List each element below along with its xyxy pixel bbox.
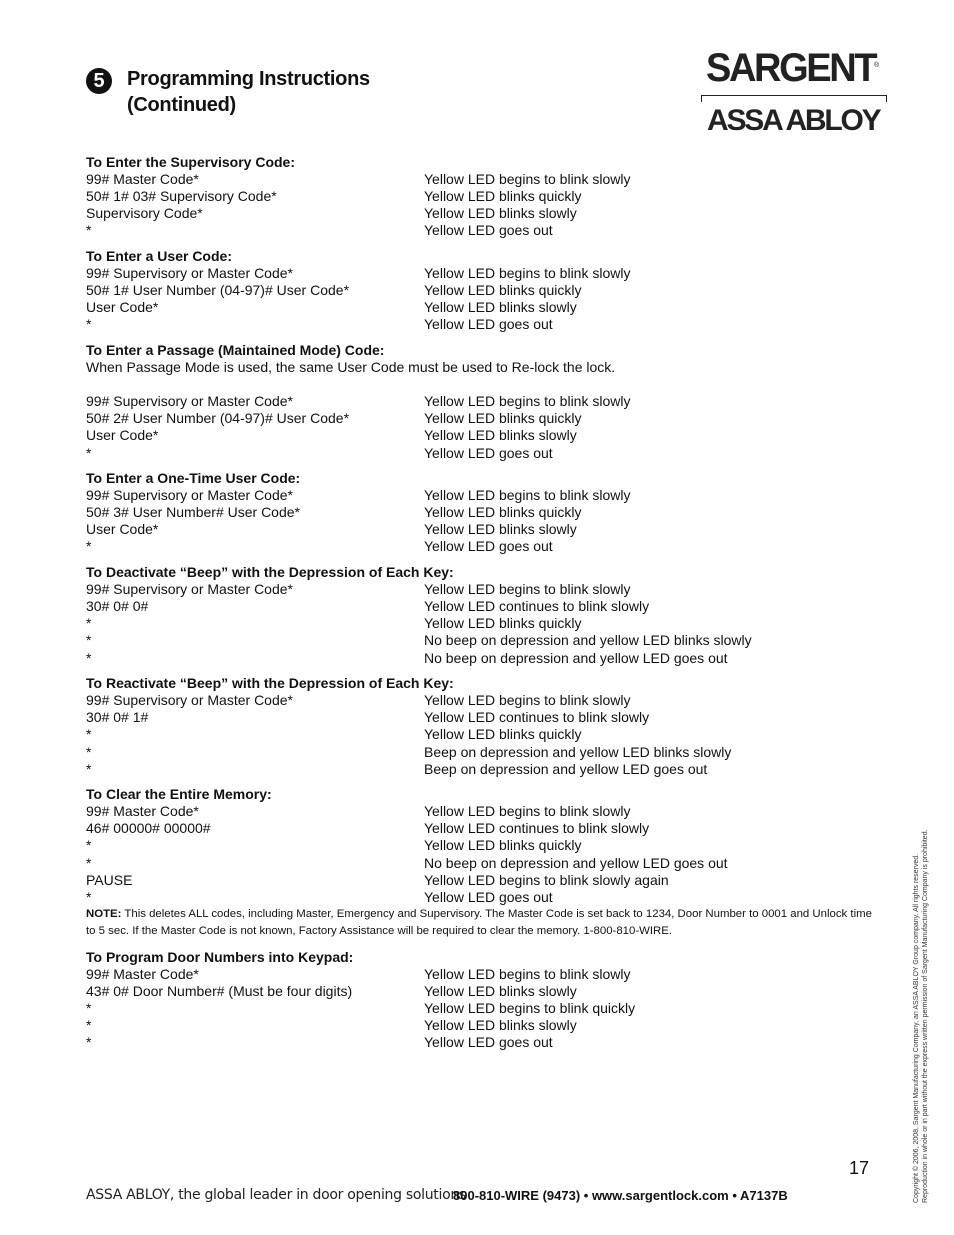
instruction-step	[86, 581, 876, 598]
instruction-section	[86, 675, 876, 778]
note-text: This deletes ALL codes, including Master, Emergency and Supervisory. The Master Code is set back to 1234, Door Number to 0001 and Unlock time to 5 sec. If the Master Code is not known, Factory Assistance will be required to clear the memory. 1-800-810-WIRE.	[86, 907, 872, 938]
instruction-step	[86, 316, 876, 333]
section-heading: To Enter a One-Time User Code:	[86, 470, 301, 487]
keypad-entry: User Code*	[86, 299, 159, 316]
keypad-entry: *	[86, 760, 92, 777]
instruction-step	[86, 820, 876, 837]
keypad-entry: *	[86, 1000, 92, 1017]
instruction-step	[86, 1000, 876, 1017]
section-heading: To Reactivate “Beep” with the Depression of Each Key:	[86, 675, 454, 692]
keypad-entry: PAUSE	[86, 871, 133, 888]
copyright-line2: Reproduction in whole or in part without the express written permission of Sargent Manufacturing Company is prohibited.	[922, 829, 929, 1203]
led-response: No beep on depression and yellow LED goes out	[424, 854, 728, 871]
instruction-step	[86, 632, 876, 649]
led-response: Beep on depression and yellow LED goes out	[424, 760, 708, 777]
keypad-entry: 99# Master Code*	[86, 803, 199, 820]
instruction-step	[86, 521, 876, 538]
led-response: Beep on depression and yellow LED blinks slowly	[424, 743, 732, 760]
led-response: No beep on depression and yellow LED blinks slowly	[424, 632, 752, 649]
instruction-step	[86, 410, 876, 427]
keypad-entry: *	[86, 538, 92, 555]
led-response: Yellow LED continues to blink slowly	[424, 820, 650, 837]
led-response: Yellow LED blinks slowly	[424, 982, 577, 999]
keypad-entry: 30# 0# 0#	[86, 598, 149, 615]
keypad-entry: *	[86, 316, 92, 333]
keypad-entry: 50# 1# 03# Supervisory Code*	[86, 188, 277, 205]
led-response: Yellow LED goes out	[424, 316, 553, 333]
keypad-entry: *	[86, 837, 92, 854]
led-response: Yellow LED blinks quickly	[424, 282, 582, 299]
instruction-section	[86, 154, 876, 239]
keypad-entry: User Code*	[86, 521, 159, 538]
led-response: Yellow LED blinks quickly	[424, 837, 582, 854]
footer-contact: 800-810-WIRE (9473) • www.sargentlock.com • A7137B	[453, 1188, 788, 1203]
instruction-step	[86, 205, 876, 222]
keypad-entry: 99# Master Code*	[86, 171, 199, 188]
instruction-step	[86, 282, 876, 299]
led-response: No beep on depression and yellow LED goes out	[424, 649, 728, 666]
instruction-step	[86, 188, 876, 205]
instruction-step	[86, 761, 876, 778]
section-heading: To Enter a Passage (Maintained Mode) Code:	[86, 341, 385, 358]
page-title-line1: Programming Instructions	[127, 68, 370, 90]
instruction-step	[86, 744, 876, 761]
keypad-entry: *	[86, 222, 92, 239]
keypad-entry: *	[86, 854, 92, 871]
led-response: Yellow LED blinks quickly	[424, 188, 582, 205]
instruction-step	[86, 171, 876, 188]
keypad-entry: 99# Supervisory or Master Code*	[86, 393, 293, 410]
led-response: Yellow LED begins to blink quickly	[424, 1000, 636, 1017]
led-response: Yellow LED blinks quickly	[424, 410, 582, 427]
led-response: Yellow LED begins to blink slowly	[424, 487, 631, 504]
note-label: NOTE:	[86, 907, 122, 920]
note-paragraph	[86, 906, 876, 940]
instruction-step	[86, 692, 876, 709]
instruction-step	[86, 427, 876, 444]
instruction-step	[86, 983, 876, 1000]
section-heading: To Program Door Numbers into Keypad:	[86, 948, 354, 965]
keypad-entry: 50# 2# User Number (04-97)# User Code*	[86, 410, 350, 427]
led-response: Yellow LED blinks slowly	[424, 427, 577, 444]
keypad-entry: 50# 1# User Number (04-97)# User Code*	[86, 282, 350, 299]
instruction-step	[86, 1034, 876, 1051]
instruction-step	[86, 222, 876, 239]
led-response: Yellow LED begins to blink slowly	[424, 692, 631, 709]
instruction-section	[86, 786, 876, 940]
keypad-entry: 30# 0# 1#	[86, 709, 149, 726]
led-response: Yellow LED begins to blink slowly	[424, 265, 631, 282]
paragraph-spacer	[86, 376, 876, 393]
section-heading: To Deactivate “Beep” with the Depression of Each Key:	[86, 564, 454, 581]
led-response: Yellow LED begins to blink slowly	[424, 581, 631, 598]
led-response: Yellow LED blinks slowly	[424, 299, 577, 316]
led-response: Yellow LED goes out	[424, 538, 553, 555]
instruction-step	[86, 889, 876, 906]
led-response: Yellow LED continues to blink slowly	[424, 709, 650, 726]
instruction-step	[86, 538, 876, 555]
instruction-step	[86, 709, 876, 726]
keypad-entry: *	[86, 444, 92, 461]
instruction-step	[86, 872, 876, 889]
led-response: Yellow LED blinks slowly	[424, 521, 577, 538]
instruction-step	[86, 615, 876, 632]
assa-abloy-logo-text: ASSA ABLOY	[707, 104, 880, 137]
instruction-step	[86, 1017, 876, 1034]
footer-tagline: ASSA ABLOY, the global leader in door opening solutions	[86, 1187, 466, 1203]
keypad-entry: *	[86, 1017, 92, 1034]
registered-mark: ®	[874, 62, 880, 69]
keypad-entry: Supervisory Code*	[86, 205, 203, 222]
instruction-step	[86, 837, 876, 854]
instruction-step	[86, 855, 876, 872]
instruction-section	[86, 470, 876, 555]
keypad-entry: 99# Master Code*	[86, 965, 199, 982]
led-response: Yellow LED blinks quickly	[424, 615, 582, 632]
led-response: Yellow LED blinks slowly	[424, 205, 577, 222]
section-heading: To Clear the Entire Memory:	[86, 786, 272, 803]
keypad-entry: *	[86, 615, 92, 632]
keypad-entry: *	[86, 888, 92, 905]
instruction-step	[86, 265, 876, 282]
led-response: Yellow LED goes out	[424, 888, 553, 905]
keypad-entry: *	[86, 726, 92, 743]
instruction-step	[86, 726, 876, 743]
keypad-entry: 99# Supervisory or Master Code*	[86, 581, 293, 598]
instruction-step	[86, 487, 876, 504]
keypad-entry: *	[86, 1034, 92, 1051]
instruction-section	[86, 342, 876, 462]
led-response: Yellow LED begins to blink slowly again	[424, 871, 669, 888]
led-response: Yellow LED begins to blink slowly	[424, 803, 631, 820]
page-number: 17	[849, 1158, 870, 1178]
keypad-entry: 43# 0# Door Number# (Must be four digits)	[86, 982, 353, 999]
keypad-entry: 46# 00000# 00000#	[86, 820, 211, 837]
section-number-badge: 5	[86, 68, 112, 94]
led-response: Yellow LED goes out	[424, 444, 553, 461]
instruction-step	[86, 598, 876, 615]
led-response: Yellow LED continues to blink slowly	[424, 598, 650, 615]
copyright-notice	[912, 783, 930, 1203]
instruction-step	[86, 299, 876, 316]
instructions-content	[86, 154, 876, 1060]
instruction-step	[86, 504, 876, 521]
instruction-section	[86, 564, 876, 667]
instruction-step	[86, 650, 876, 667]
led-response: Yellow LED begins to blink slowly	[424, 393, 631, 410]
keypad-entry: *	[86, 743, 92, 760]
instruction-section	[86, 949, 876, 1052]
led-response: Yellow LED blinks slowly	[424, 1017, 577, 1034]
instruction-step	[86, 445, 876, 462]
section-paragraph: When Passage Mode is used, the same User Code must be used to Re-lock the lock.	[86, 359, 616, 376]
instruction-section	[86, 248, 876, 333]
keypad-entry: 99# Supervisory or Master Code*	[86, 265, 293, 282]
keypad-entry: 50# 3# User Number# User Code*	[86, 504, 300, 521]
led-response: Yellow LED blinks quickly	[424, 504, 582, 521]
copyright-line1: Copyright © 2006, 2008, Sargent Manufacturing Company, an ASSA ABLOY Group company. All rights reserved.	[913, 853, 920, 1203]
keypad-entry: *	[86, 649, 92, 666]
keypad-entry: *	[86, 632, 92, 649]
logo-divider	[701, 95, 887, 102]
section-heading: To Enter a User Code:	[86, 247, 232, 264]
sargent-logo-text: SARGENT	[706, 46, 876, 90]
page-title	[127, 66, 427, 118]
section-heading: To Enter the Supervisory Code:	[86, 154, 295, 170]
instruction-step	[86, 966, 876, 983]
led-response: Yellow LED begins to blink slowly	[424, 171, 631, 188]
page-title-line2: (Continued)	[127, 94, 236, 116]
instruction-step	[86, 803, 876, 820]
keypad-entry: User Code*	[86, 427, 159, 444]
led-response: Yellow LED goes out	[424, 1034, 553, 1051]
instruction-step	[86, 393, 876, 410]
keypad-entry: 99# Supervisory or Master Code*	[86, 692, 293, 709]
led-response: Yellow LED goes out	[424, 222, 553, 239]
led-response: Yellow LED begins to blink slowly	[424, 965, 631, 982]
keypad-entry: 99# Supervisory or Master Code*	[86, 487, 293, 504]
led-response: Yellow LED blinks quickly	[424, 726, 582, 743]
